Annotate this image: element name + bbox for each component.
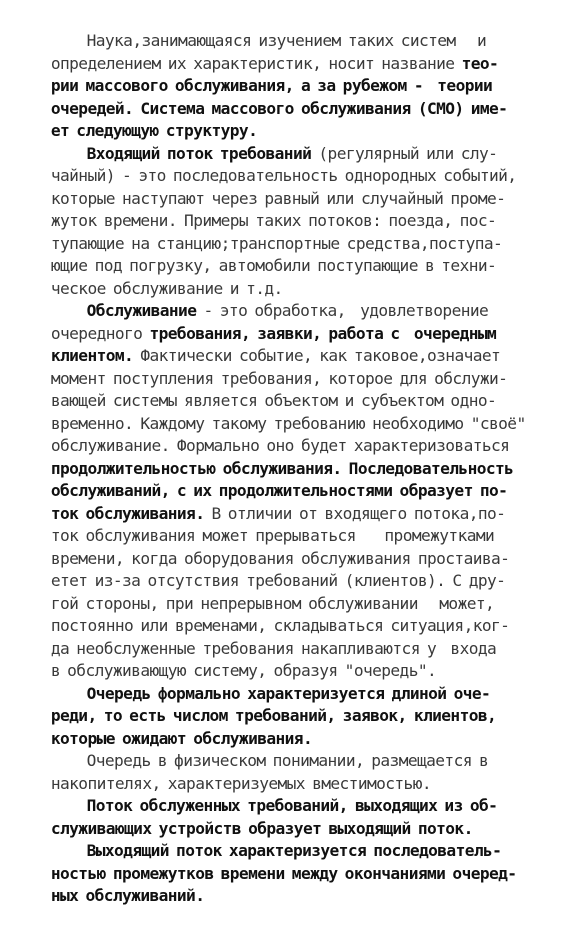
text-line-34: [8, 751, 577, 793]
text-run-bold: продолжительностью обслуживания. Последовательность: [50, 458, 514, 478]
text-line-18: [8, 391, 577, 433]
text-line-16: [8, 346, 577, 388]
text-line-31: [8, 683, 577, 725]
text-line-30: [8, 661, 577, 703]
text-run-bold: рии массового обслуживания, а за рубежом - теории: [50, 76, 493, 95]
text-line-7: [8, 143, 577, 185]
text-run-bold: Входящий поток требований: [50, 143, 319, 163]
text-run: момент поступления требования, которое для обслужи-: [50, 368, 508, 388]
text-run: в обслуживающую систему, образуя "очередь".: [50, 661, 437, 680]
text-run-bold: очередей. Система массового обслуживания (СМО) име-: [50, 98, 508, 118]
text-line-11: [8, 233, 577, 275]
text-line-22: [8, 481, 577, 523]
text-run: чайный) - это последовательность однородных событий,: [50, 166, 517, 185]
text-run: жуток времени. Примеры таких потоков: поезда, пос-: [50, 211, 497, 230]
text-line-36: [8, 796, 577, 838]
text-line-29: [8, 638, 577, 680]
text-run: определением их характеристик, носит название: [50, 53, 462, 73]
text-line-33: [8, 728, 577, 770]
text-run-bold: требования, заявки, работа с очередным: [149, 323, 497, 343]
text-line-14: [8, 301, 577, 343]
text-line-3: [8, 53, 577, 95]
text-run: вающей системы является объектом и субъектом одно-: [50, 391, 497, 410]
text-run-bold: ных обслуживаний.: [50, 886, 205, 905]
text-run: временно. Каждому такому требованию необходимо "своё": [50, 413, 526, 433]
text-run-bold: ет следующую структуру.: [50, 121, 258, 140]
text-line-24: [8, 526, 577, 568]
text-line-27: [8, 593, 577, 635]
text-line-12: [8, 256, 577, 298]
text-line-21: [8, 458, 577, 500]
text-run: - это обработка, удовлетворение: [203, 301, 489, 320]
text-run: тупающие на станцию;транспортные средства,поступа-: [50, 233, 503, 253]
text-run: Наука,занимающаяся изучением таких систем и: [50, 31, 487, 50]
text-run: очередного: [50, 323, 150, 343]
text-run: ческое обслуживание и т.д.: [50, 278, 283, 298]
text-run: да необслуженные требования накапливаются у входа: [50, 638, 497, 658]
text-run-bold: реди, то есть числом требований, заявок, клиентов,: [50, 706, 497, 725]
text-run: ток обслуживания может прерываться промежутками: [50, 526, 495, 545]
text-run: обслуживание. Формально оно будет характеризоваться: [50, 436, 510, 455]
text-line-15: [8, 323, 577, 365]
text-line-19: [8, 413, 577, 455]
text-run: В отличии от входящего потока,по-: [211, 503, 506, 523]
text-run: Очередь в физическом понимании, размещается в: [50, 751, 489, 770]
text-line-35: [8, 773, 577, 815]
text-run: (регулярный или слу-: [318, 143, 498, 163]
text-line-1: [8, 8, 577, 50]
text-line-28: [8, 616, 577, 658]
text-line-5: [8, 98, 577, 140]
text-line-37: [8, 818, 577, 860]
text-line-20: [8, 436, 577, 478]
text-line-10: [8, 211, 577, 253]
text-run-bold: служивающих устройств образует выходящий поток.: [50, 818, 473, 838]
text-line-23: [8, 503, 577, 545]
text-line-39: [8, 863, 577, 905]
text-run-bold: Очередь формально характеризуется длиной оче-: [50, 683, 491, 703]
text-run-bold: Поток обслуженных требований, выходящих из об-: [50, 796, 498, 815]
text-line-4: [8, 76, 577, 118]
text-line-6: [8, 121, 577, 163]
text-run-bold: клиентом.: [50, 346, 141, 365]
text-run: времени, когда оборудования обслуживания простаива-: [50, 548, 510, 568]
text-run: Фактически событие, как таковое,означает: [140, 346, 501, 365]
text-run-bold: ток обслуживания.: [50, 503, 212, 523]
text-run-bold: обслуживаний, с их продолжительностями образует по-: [50, 481, 508, 500]
text-line-2: [8, 31, 577, 73]
text-run-bold: которые ожидают обслуживания.: [50, 728, 313, 748]
text-run-bold: Обслуживание: [50, 301, 204, 320]
text-run: которые наступают через равный или случайный проме-: [50, 188, 506, 208]
text-run: ющие под погрузку, автомобили поступающие в техни-: [50, 256, 497, 275]
text-line-17: [8, 368, 577, 410]
text-line-38: [8, 841, 577, 883]
text-line-26: [8, 571, 577, 613]
text-run: накопителях, характеризуемых вместимостью.: [50, 773, 431, 793]
text-line-32: [8, 706, 577, 748]
text-line-9: [8, 188, 577, 230]
text-run: етет из-за отсутствия требований (клиентов). С дру-: [50, 571, 506, 590]
text-run: гой стороны, при непрерывном обслуживании может,: [50, 593, 495, 613]
text-line-8: [8, 166, 577, 208]
text-run: постоянно или временами, складываться ситуация,ког-: [50, 616, 510, 635]
text-run-bold: тео-: [461, 53, 499, 73]
text-line-13: [8, 278, 577, 320]
text-run-bold: ностью промежутков времени между окончаниями очеред-: [50, 863, 517, 883]
text-run-bold: Выходящий поток характеризуется последователь-: [50, 841, 502, 860]
text-line-25: [8, 548, 577, 590]
